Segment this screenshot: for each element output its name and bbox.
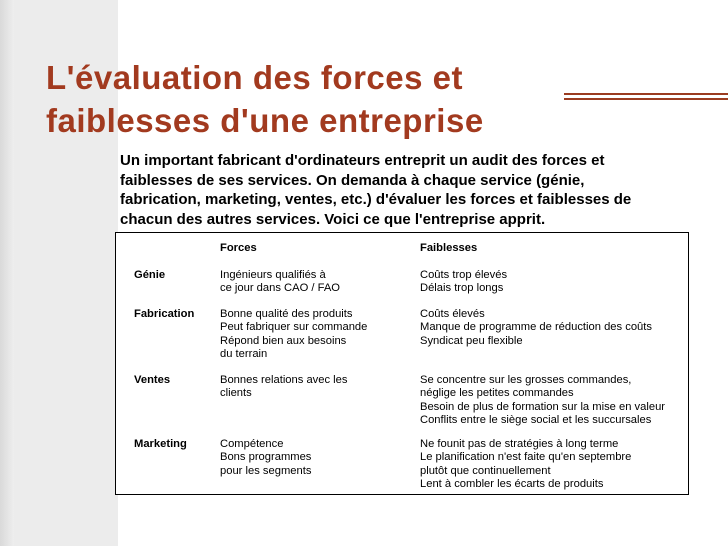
title-line-2: faiblesses d'une entreprise	[46, 102, 484, 139]
table-line: Répond bien aux besoins	[220, 334, 347, 347]
left-decorative-band	[0, 0, 14, 546]
table-line: Compétence	[220, 438, 284, 450]
intro-line: fabrication, marketing, ventes, etc.) d'évaluer les forces et faiblesses de	[120, 191, 632, 208]
table-line: Lent à combler les écarts de produits	[420, 477, 604, 490]
forces-marketing	[220, 438, 311, 478]
forces-ventes	[220, 374, 348, 401]
table-line: Coûts élevés	[420, 308, 485, 320]
intro-paragraph	[120, 151, 690, 229]
faiblesses-ventes	[420, 374, 665, 427]
table-line: Ingénieurs qualifiés à	[220, 269, 326, 281]
forces-fabrication	[220, 308, 367, 361]
table-line: Besoin de plus de formation sur la mise en valeur	[420, 400, 666, 413]
intro-line: Un important fabricant d'ordinateurs entreprit un audit des forces et	[120, 152, 605, 169]
table-line: Conflits entre le siège social et les succursales	[420, 413, 652, 426]
strengths-weaknesses-table	[115, 232, 689, 495]
table-line: plutôt que continuellement	[420, 464, 551, 477]
table-line: Bons programmes	[220, 451, 312, 464]
service-marketing: Marketing	[134, 438, 187, 450]
forces-genie	[220, 269, 340, 296]
table-line: Se concentre sur les grosses commandes,	[420, 374, 632, 386]
table-line: ce jour dans CAO / FAO	[220, 282, 341, 295]
title-line-1: L'évaluation des forces et	[46, 59, 463, 96]
service-ventes: Ventes	[134, 374, 171, 386]
service-fabrication: Fabrication	[134, 308, 195, 320]
service-genie: Génie	[134, 269, 166, 281]
accent-rule-line	[564, 98, 728, 100]
table-line: Ne founit pas de stratégies à long terme	[420, 438, 619, 450]
header-faiblesses: Faiblesses	[420, 242, 478, 254]
table-line: Syndicat peu flexible	[420, 334, 523, 347]
accent-rule-line	[564, 93, 728, 95]
table-line: du terrain	[220, 347, 268, 360]
intro-line: chacun des autres services. Voici ce que l'entreprise apprit.	[120, 210, 546, 228]
faiblesses-marketing	[420, 438, 631, 491]
table-line: Le planification n'est faite qu'en septembre	[420, 451, 632, 464]
faiblesses-genie	[420, 269, 507, 296]
faiblesses-fabrication	[420, 308, 652, 348]
table-line: Bonnes relations avec les	[220, 374, 348, 386]
intro-line: faiblesses de ses services. On demanda à chaque service (génie,	[120, 171, 585, 189]
table-line: Peut fabriquer sur commande	[220, 321, 368, 334]
table-line: pour les segments	[220, 464, 312, 477]
header-forces: Forces	[220, 242, 257, 254]
table-line: néglige les petites commandes	[420, 387, 574, 400]
table-line: Manque de programme de réduction des coûts	[420, 321, 652, 334]
table-line: Bonne qualité des produits	[220, 308, 353, 320]
title-accent-rule	[564, 93, 728, 103]
table-line: clients	[220, 387, 252, 400]
table-line: Délais trop longs	[420, 282, 504, 295]
table-line: Coûts trop élevés	[420, 269, 508, 281]
